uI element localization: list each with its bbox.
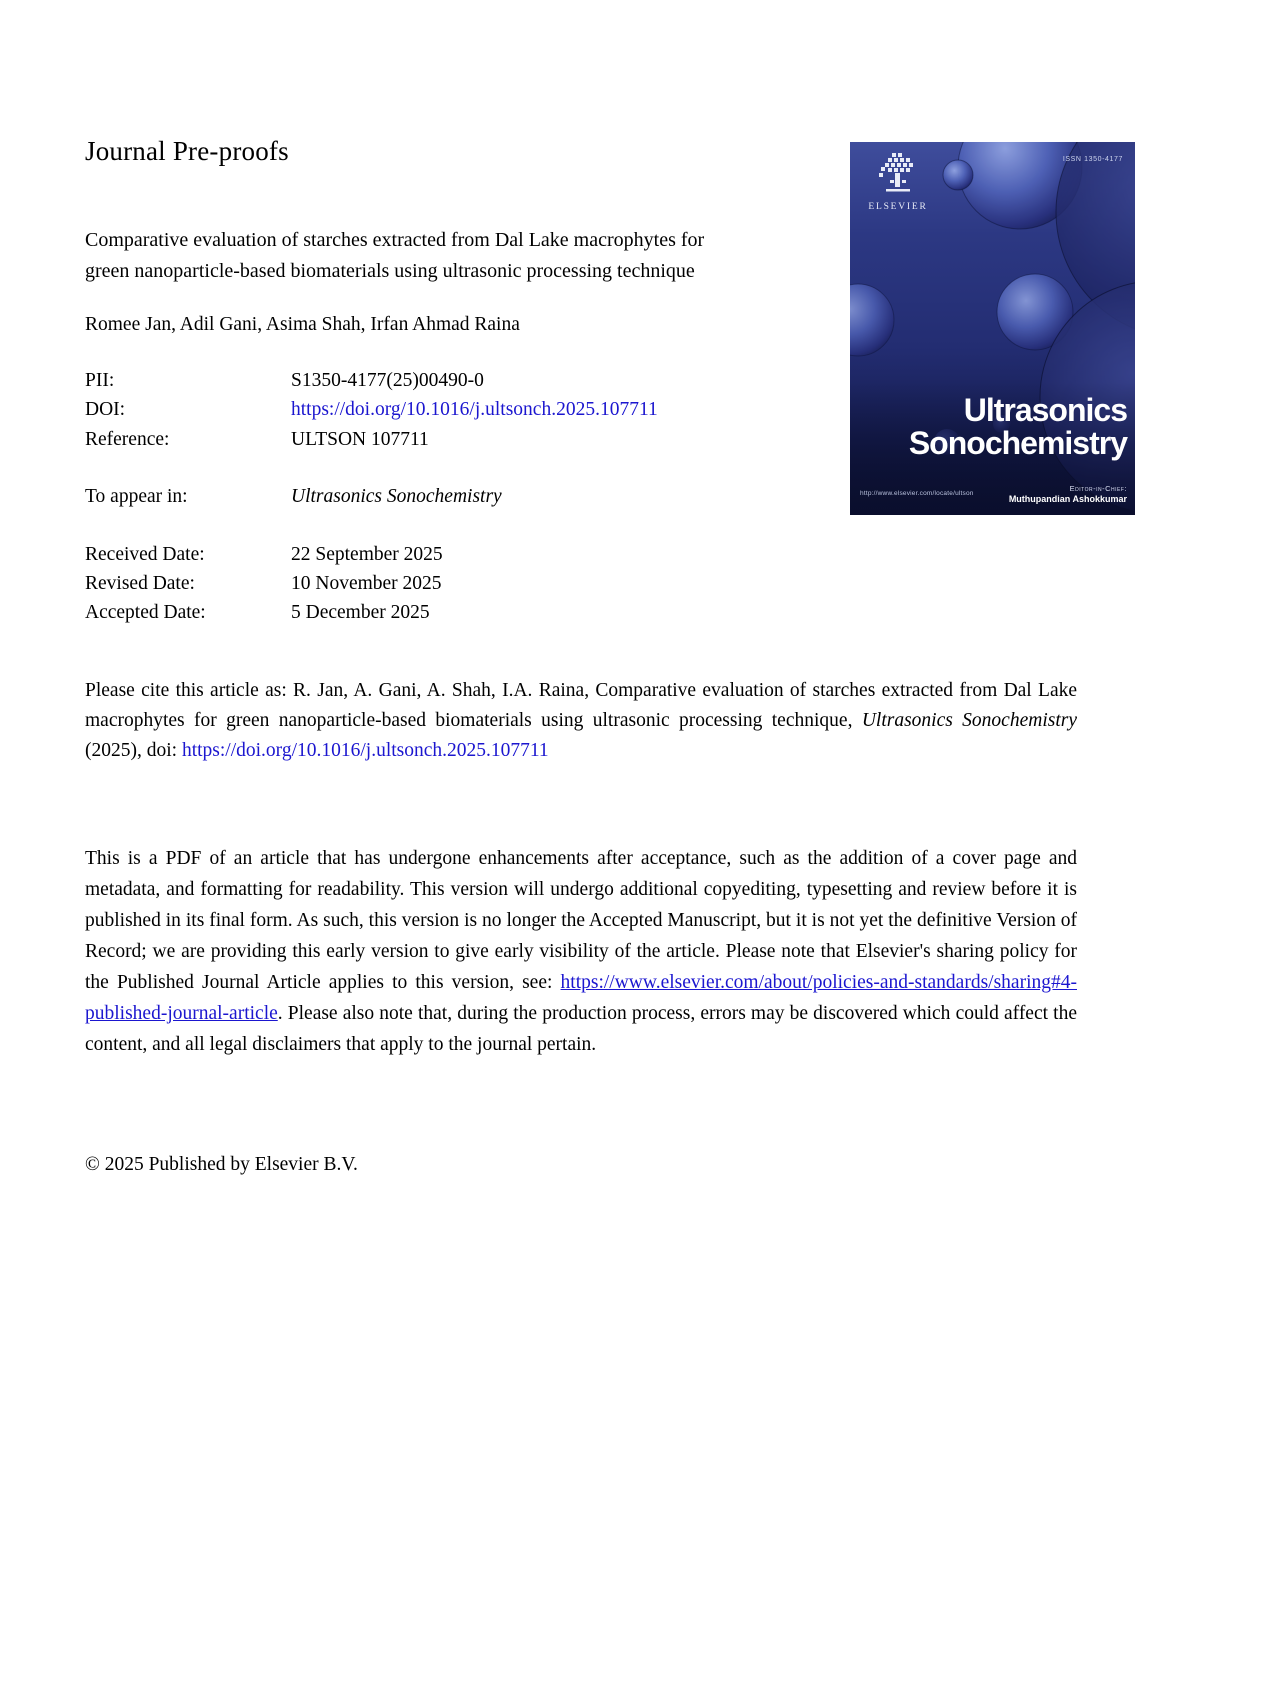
article-title-line2: green nanoparticle-based biomaterials using ultrasonic processing technique xyxy=(85,260,695,282)
pii-value: S1350-4177(25)00490-0 xyxy=(291,370,484,391)
citation-doi-link[interactable]: https://doi.org/10.1016/j.ultsonch.2025.107711 xyxy=(181,740,549,761)
editor-block xyxy=(1009,484,1127,504)
disclaimer-text-2: . Please also note that, during the production process, errors may be discovered which could affect the content, and all legal disclaimers that apply to the journal pertain. xyxy=(85,1003,1077,1055)
disclaimer-paragraph xyxy=(85,843,1077,1060)
disclaimer-text-1: This is a PDF of an article that has undergone enhancements after acceptance, such as the addition of a cover page and metadata, and formatting for readability. This version will undergo additional copyediting, typesetting and review before it is published in its final form. As such, this version is no longer the Accepted Manuscript, but it is not yet the definitive Version of Record; we are providing this early version to give early visibility of the article. Please note that Elsevier's sharing policy for the Published Journal Article applies to this version, see: xyxy=(85,848,1077,993)
meta-label: Revised Date: xyxy=(85,573,195,594)
citation-text-mid: (2025), doi: xyxy=(85,740,182,761)
citation-paragraph xyxy=(85,676,1077,766)
editor-in-chief-name: Muthupandian Ashokkumar xyxy=(1008,494,1127,504)
meta-label: DOI: xyxy=(85,399,126,420)
journal-title xyxy=(909,394,1127,460)
meta-row-reference xyxy=(85,429,429,451)
meta-row-pii xyxy=(85,370,484,392)
elsevier-tree-icon xyxy=(878,153,918,195)
meta-label: To appear in: xyxy=(85,486,188,507)
page-title: Journal Pre-proofs xyxy=(85,136,289,166)
meta-row-journal xyxy=(85,486,502,508)
journal-title-line2: Sonochemistry xyxy=(908,425,1127,461)
meta-label: Received Date: xyxy=(85,544,205,565)
meta-row-accepted xyxy=(85,602,430,624)
revised-date: 10 November 2025 xyxy=(291,573,442,594)
article-title-line1: Comparative evaluation of starches extracted from Dal Lake macrophytes for xyxy=(85,229,705,251)
editor-in-chief-label: Editor-in-Chief: xyxy=(1069,484,1127,493)
meta-row-revised xyxy=(85,573,442,595)
journal-cover-image xyxy=(850,142,1135,515)
meta-row-doi xyxy=(85,399,658,421)
citation-journal-name: Ultrasonics Sonochemistry xyxy=(861,710,1077,731)
reference-value: ULTSON 107711 xyxy=(291,429,429,450)
meta-label: Accepted Date: xyxy=(85,602,206,623)
journal-name: Ultrasonics Sonochemistry xyxy=(291,486,502,507)
meta-label: Reference: xyxy=(85,429,170,450)
citation-text: Please cite this article as: R. Jan, A. Gani, A. Shah, I.A. Raina, Comparative evaluation of starches extracted from Dal Lake macrophytes for green nanoparticle-based biomaterials using ultrasonic processing technique, xyxy=(85,680,1077,731)
sharing-policy-link[interactable]: https://www.elsevier.com/about/policies-and-standards/sharing#4-published-journal-article xyxy=(85,972,1077,1024)
meta-row-received xyxy=(85,544,443,566)
meta-label: PII: xyxy=(85,370,115,391)
doi-link[interactable]: https://doi.org/10.1016/j.ultsonch.2025.107711 xyxy=(291,399,658,420)
authors-line: Romee Jan, Adil Gani, Asima Shah, Irfan Ahmad Raina xyxy=(85,314,520,335)
elsevier-wordmark: ELSEVIER xyxy=(868,202,928,212)
received-date: 22 September 2025 xyxy=(291,544,443,565)
issn-label: ISSN 1350-4177 xyxy=(1062,156,1123,163)
accepted-date: 5 December 2025 xyxy=(291,602,430,623)
copyright-line: © 2025 Published by Elsevier B.V. xyxy=(85,1154,358,1175)
journal-title-line1: Ultrasonics xyxy=(963,392,1127,428)
journal-homepage-url: http://www.elsevier.com/locate/ultson xyxy=(860,490,974,497)
elsevier-logo xyxy=(866,153,930,212)
article-title xyxy=(85,225,785,287)
